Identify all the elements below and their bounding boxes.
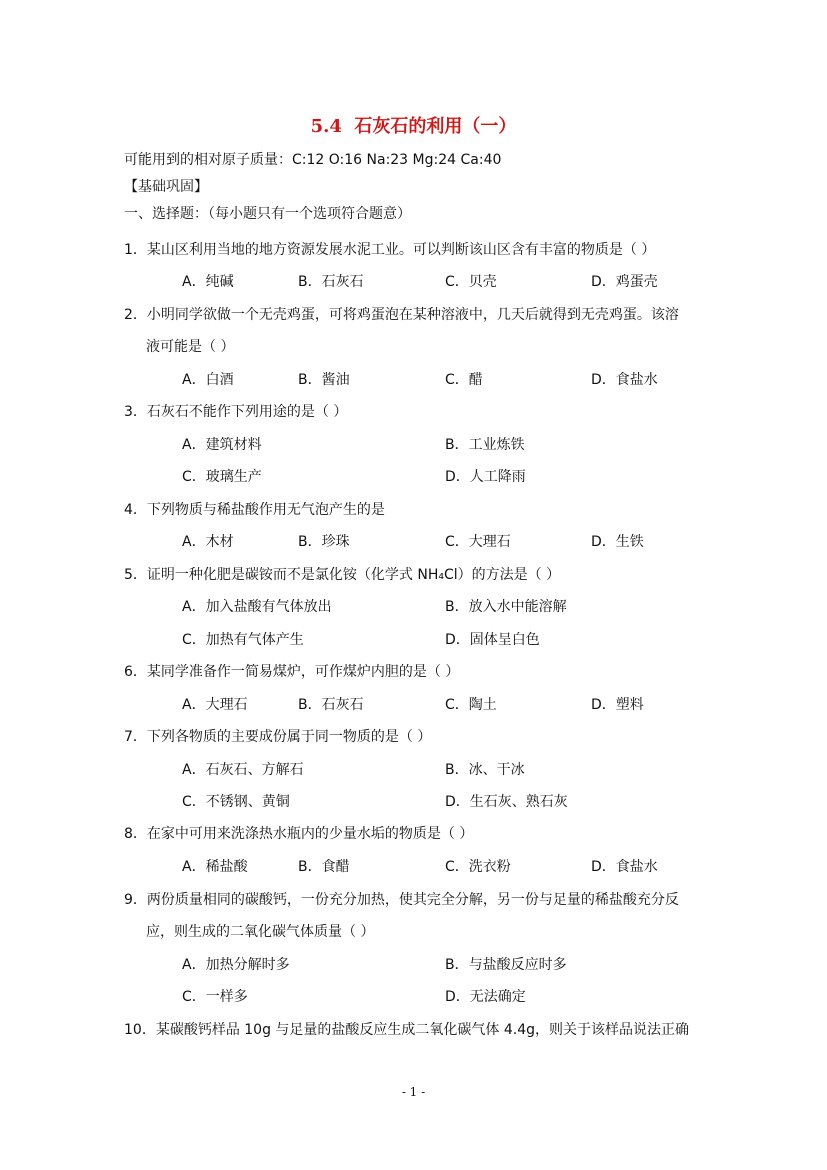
question-6-option-c: C．陶土: [445, 697, 497, 713]
question-4-option-d: D．生铁: [591, 534, 644, 550]
question-2-option-a: A．白酒: [182, 372, 234, 388]
question-1-option-a: A．纯碱: [182, 274, 234, 290]
question-2-option-b: B．酱油: [298, 372, 350, 388]
question-7-stem: 7．下列各物质的主要成份属于同一物质的是（ ）: [124, 729, 432, 745]
question-3-stem: 3．石灰石不能作下列用途的是（ ）: [124, 404, 348, 420]
question-2-option-d: D．食盐水: [591, 372, 658, 388]
question-2-stem: 2．小明同学欲做一个无壳鸡蛋，可将鸡蛋泡在某种溶液中，几天后就得到无壳鸡蛋。该溶: [124, 307, 679, 323]
question-10-stem: 10．某碳酸钙样品 10g 与足量的盐酸反应生成二氧化碳气体 4.4g，则关于该样品说法正确: [124, 1022, 690, 1038]
question-9-option-a: A．加热分解时多: [182, 957, 290, 973]
question-7-option-d: D．生石灰、熟石灰: [445, 794, 568, 810]
question-6-option-d: D．塑料: [591, 697, 644, 713]
question-8-stem: 8．在家中可用来洗涤热水瓶内的少量水垢的物质是（ ）: [124, 826, 474, 842]
question-5-option-d: D．固体呈白色: [445, 632, 540, 648]
question-6-stem: 6．某同学准备作一简易煤炉，可作煤炉内胆的是（ ）: [124, 664, 460, 680]
question-1-stem: 1．某山区利用当地的地方资源发展水泥工业。可以判断该山区含有丰富的物质是（ ）: [124, 242, 656, 258]
question-9-option-c: C．一样多: [182, 989, 248, 1005]
question-9-option-d: D．无法确定: [445, 989, 526, 1005]
question-5-option-b: B．放入水中能溶解: [445, 599, 567, 615]
question-1-option-c: C．贝壳: [445, 274, 497, 290]
question-2-stem-continued: 液可能是（ ）: [146, 339, 235, 355]
question-5-option-c: C．加热有气体产生: [182, 632, 304, 648]
question-5-stem: 5．证明一种化肥是碳铵而不是氯化铵（化学式 NH₄Cl）的方法是（ ）: [124, 567, 561, 583]
question-7-option-b: B．冰、干冰: [445, 762, 525, 778]
question-9-stem-continued: 应，则生成的二氧化碳气体质量（ ）: [146, 924, 375, 940]
section-label: 【基础巩固】: [124, 179, 208, 195]
question-2-option-c: C．醋: [445, 372, 483, 388]
question-9-stem: 9．两份质量相同的碳酸钙，一份充分加热，使其完全分解，另一份与足量的稀盐酸充分反: [124, 892, 679, 908]
question-7-option-c: C．不锈钢、黄铜: [182, 794, 290, 810]
question-8-option-d: D．食盐水: [591, 859, 658, 875]
question-1-option-b: B．石灰石: [298, 274, 364, 290]
question-8-option-b: B．食醋: [298, 859, 350, 875]
page-number: - 1 -: [401, 1085, 426, 1099]
question-9-option-b: B．与盐酸反应时多: [445, 957, 567, 973]
question-5-option-a: A．加入盐酸有气体放出: [182, 599, 332, 615]
question-3-option-a: A．建筑材料: [182, 437, 262, 453]
question-1-option-d: D．鸡蛋壳: [591, 274, 658, 290]
question-8-option-c: C．洗衣粉: [445, 859, 511, 875]
question-7-option-a: A．石灰石、方解石: [182, 762, 304, 778]
question-4-option-b: B．珍珠: [298, 534, 350, 550]
question-4-option-c: C．大理石: [445, 534, 511, 550]
page-title: 5.4 石灰石的利用（一）: [310, 116, 517, 137]
question-3-option-c: C．玻璃生产: [182, 469, 262, 485]
question-3-option-b: B．工业炼铁: [445, 437, 525, 453]
question-3-option-d: D．人工降雨: [445, 469, 526, 485]
question-6-option-b: B．石灰石: [298, 697, 364, 713]
question-4-stem: 4．下列物质与稀盐酸作用无气泡产生的是: [124, 502, 385, 518]
part-heading: 一、选择题：（每小题只有一个选项符合题意）: [124, 206, 411, 222]
atomic-mass-line: 可能用到的相对原子质量：C:12 O:16 Na:23 Mg:24 Ca:40: [124, 152, 502, 168]
question-4-option-a: A．木材: [182, 534, 234, 550]
question-8-option-a: A．稀盐酸: [182, 859, 248, 875]
question-6-option-a: A．大理石: [182, 697, 248, 713]
